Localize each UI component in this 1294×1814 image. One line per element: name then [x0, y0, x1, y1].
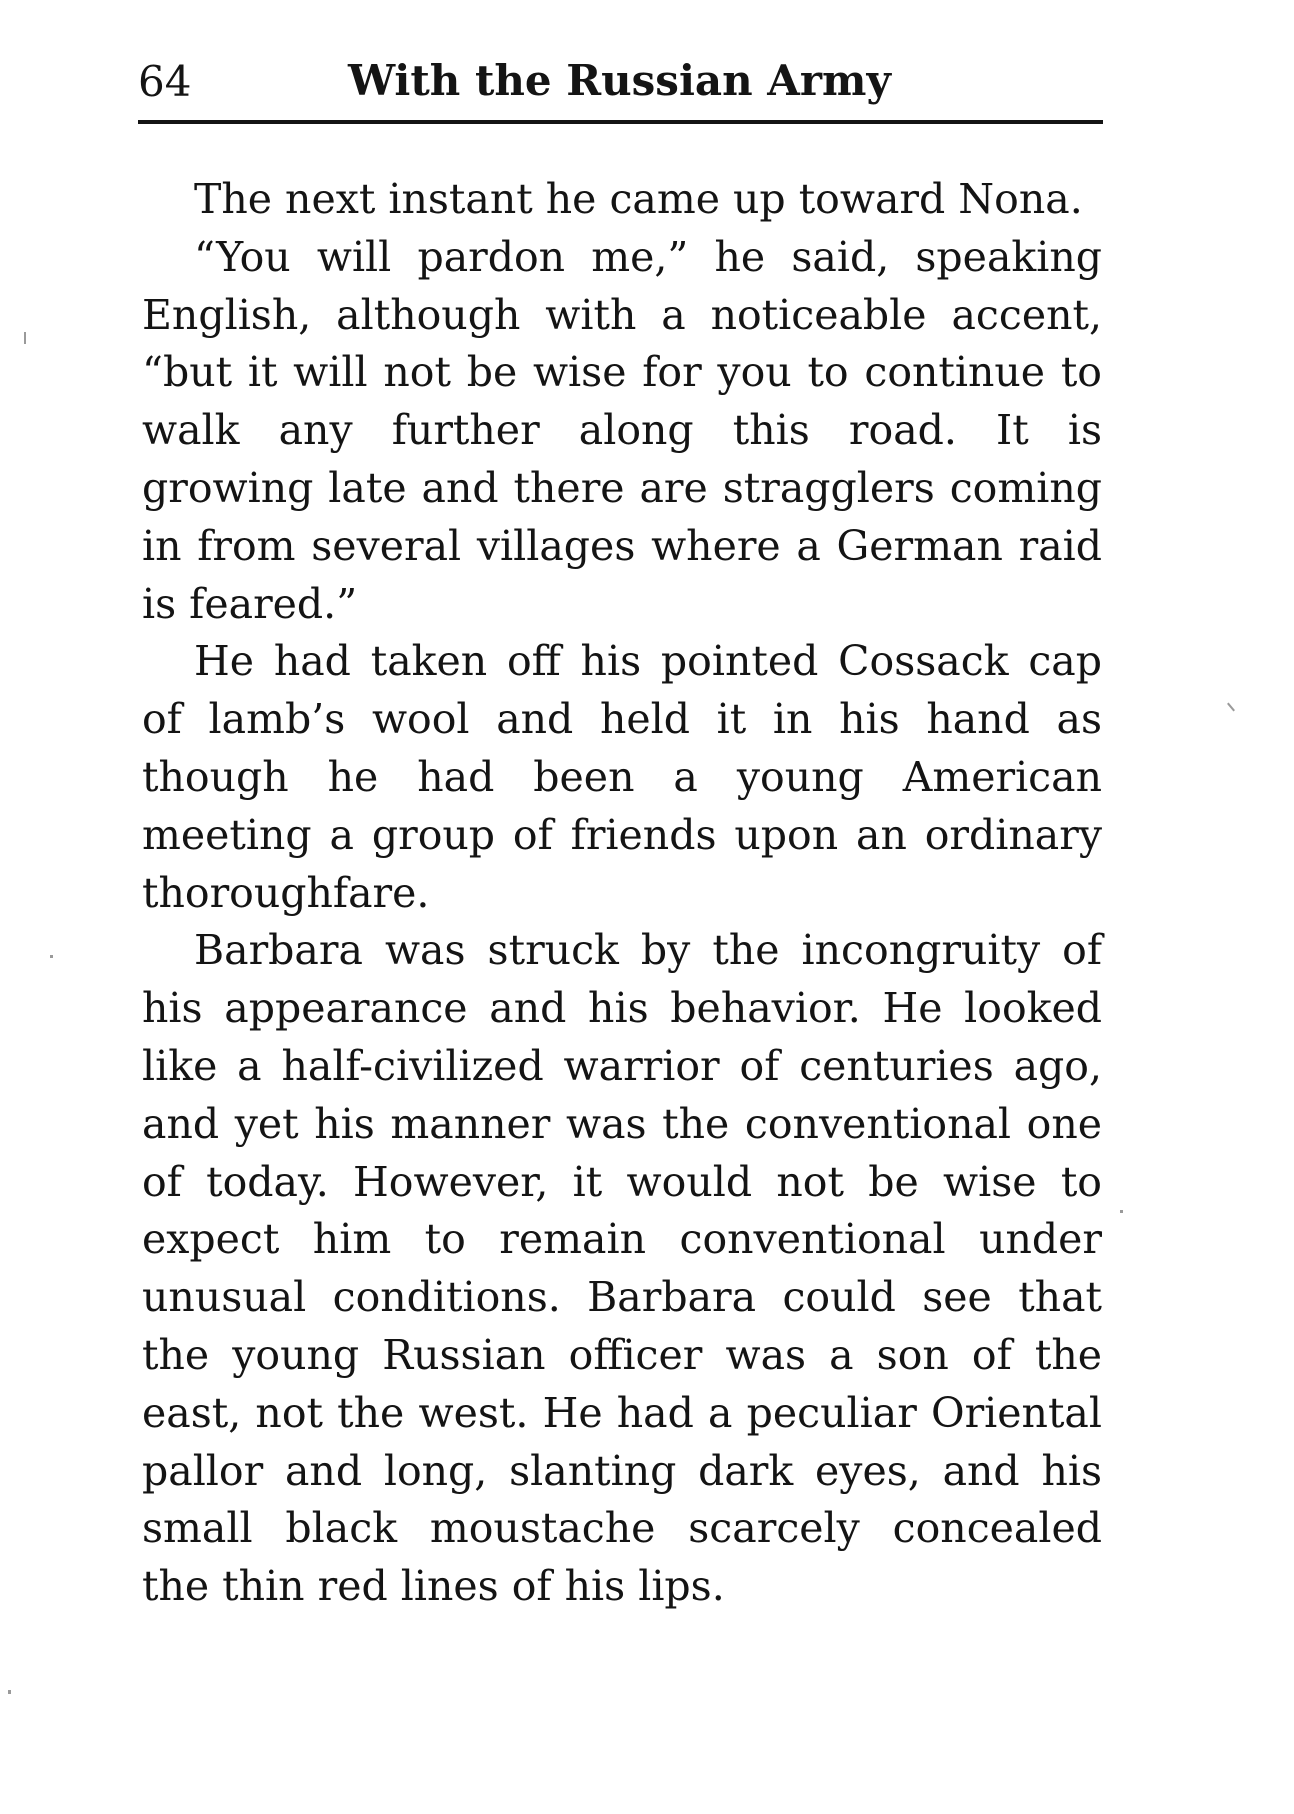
- paragraph: The next instant he came up toward Nona.: [194, 175, 1083, 223]
- scan-speck: [24, 332, 26, 344]
- paragraph: He had taken off his pointed Cossack cap of lamb’s wool and held it in his hand as though he had been a young American meeting a group of friends upon an ordinary thoroughfare.: [142, 637, 1102, 917]
- scan-speck: [1120, 1210, 1123, 1213]
- scan-speck: [50, 955, 53, 958]
- paragraph: “You will pardon me,” he said, speaking English, although with a noticeable accent, “but it will not be wise for you to continue to walk any further along this road. It is growing late and there are stragglers coming in from several villages where a German raid is feared.”: [142, 232, 1102, 628]
- running-title: With the Russian Army: [348, 56, 891, 105]
- page-number: 64: [138, 57, 192, 106]
- scan-speck: [8, 1690, 11, 1694]
- scan-speck: [1227, 703, 1235, 712]
- body-text: [142, 171, 1102, 1616]
- page-header: [138, 48, 1103, 124]
- paragraph: Barbara was struck by the incongruity of his appearance and his behavior. He looked like a half-civilized warrior of centuries ago, and yet his manner was the conventional one of today. However, it would not be wise to expect him to remain conventional under unusual conditions. Barbara could see that the young Russian officer was a son of the east, not the west. He had a peculiar Oriental pallor and long, slanting dark eyes, and his small black moustache scarcely concealed the thin red lines of his lips.: [142, 926, 1102, 1611]
